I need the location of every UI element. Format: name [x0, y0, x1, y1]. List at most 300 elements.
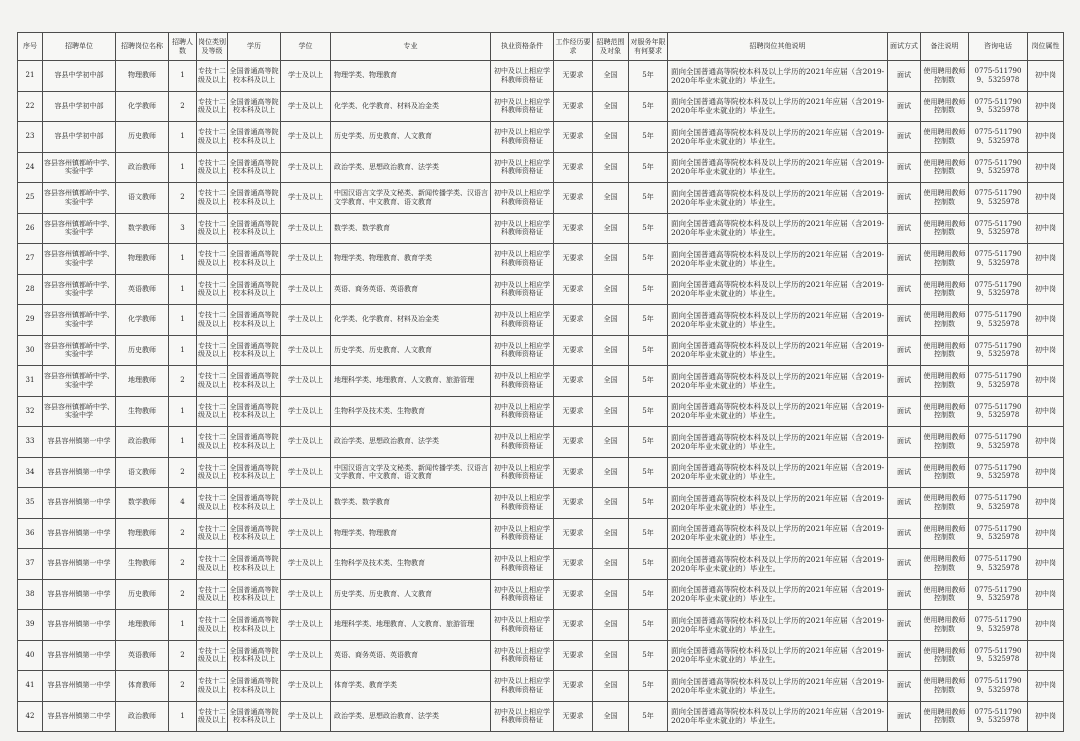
- other-notes: 面向全国普通高等院校本科及以上学历的2021年应届（含2019-2020年毕业未就业的）毕业生。: [668, 183, 888, 214]
- experience-requirement: 无要求: [554, 610, 593, 641]
- other-notes: 面向全国普通高等院校本科及以上学历的2021年应届（含2019-2020年毕业未就业的）毕业生。: [668, 610, 888, 641]
- recruitment-table: [17, 32, 1064, 732]
- major-requirement: 体育学类、教育学类: [331, 671, 491, 702]
- position-name: 数学教师: [116, 213, 169, 244]
- headcount: 2: [169, 549, 197, 580]
- remarks: 使用聘用教师控制数: [921, 152, 969, 183]
- interview-method: 面试: [888, 61, 921, 92]
- education-requirement: 全国普通高等院校本科及以上: [228, 671, 281, 702]
- remarks: 使用聘用教师控制数: [921, 518, 969, 549]
- service-years: 5年: [629, 518, 668, 549]
- other-notes: 面向全国普通高等院校本科及以上学历的2021年应届（含2019-2020年毕业未就业的）毕业生。: [668, 671, 888, 702]
- degree-requirement: 学士及以上: [281, 213, 331, 244]
- major-requirement: 地理科学类、地理教育、人文教育、旅游管理: [331, 610, 491, 641]
- degree-requirement: 学士及以上: [281, 610, 331, 641]
- contact-phone: 0775-5117909、5325978: [969, 488, 1028, 519]
- education-requirement: 全国普通高等院校本科及以上: [228, 183, 281, 214]
- qualification-requirement: 初中及以上相应学科教师资格证: [491, 518, 554, 549]
- education-requirement: 全国普通高等院校本科及以上: [228, 518, 281, 549]
- education-requirement: 全国普通高等院校本科及以上: [228, 305, 281, 336]
- degree-requirement: 学士及以上: [281, 122, 331, 153]
- qualification-requirement: 初中及以上相应学科教师资格证: [491, 610, 554, 641]
- degree-requirement: 学士及以上: [281, 335, 331, 366]
- qualification-requirement: 初中及以上相应学科教师资格证: [491, 244, 554, 275]
- recruitment-scope: 全国: [593, 152, 629, 183]
- post-attribute: 初中岗: [1028, 396, 1064, 427]
- service-years: 5年: [629, 61, 668, 92]
- service-years: 5年: [629, 701, 668, 732]
- major-requirement: 历史学类、历史教育、人文教育: [331, 122, 491, 153]
- recruitment-scope: 全国: [593, 91, 629, 122]
- position-name: 英语教师: [116, 274, 169, 305]
- interview-method: 面试: [888, 671, 921, 702]
- recruiting-unit: 容县容州镇第一中学: [43, 671, 116, 702]
- service-years: 5年: [629, 488, 668, 519]
- row-number: 33: [18, 427, 43, 458]
- post-grade: 专技十二级及以上: [197, 701, 228, 732]
- other-notes: 面向全国普通高等院校本科及以上学历的2021年应届（含2019-2020年毕业未就业的）毕业生。: [668, 549, 888, 580]
- position-name: 历史教师: [116, 122, 169, 153]
- table-body: [18, 61, 1064, 732]
- service-years: 5年: [629, 457, 668, 488]
- experience-requirement: 无要求: [554, 579, 593, 610]
- other-notes: 面向全国普通高等院校本科及以上学历的2021年应届（含2019-2020年毕业未就业的）毕业生。: [668, 91, 888, 122]
- service-years: 5年: [629, 274, 668, 305]
- education-requirement: 全国普通高等院校本科及以上: [228, 335, 281, 366]
- other-notes: 面向全国普通高等院校本科及以上学历的2021年应届（含2019-2020年毕业未就业的）毕业生。: [668, 396, 888, 427]
- major-requirement: 数学类、数学教育: [331, 213, 491, 244]
- experience-requirement: 无要求: [554, 671, 593, 702]
- experience-requirement: 无要求: [554, 305, 593, 336]
- service-years: 5年: [629, 579, 668, 610]
- contact-phone: 0775-5117909、5325978: [969, 549, 1028, 580]
- row-number: 28: [18, 274, 43, 305]
- post-attribute: 初中岗: [1028, 366, 1064, 397]
- headcount: 2: [169, 640, 197, 671]
- row-number: 32: [18, 396, 43, 427]
- headcount: 3: [169, 213, 197, 244]
- contact-phone: 0775-5117909、5325978: [969, 183, 1028, 214]
- remarks: 使用聘用教师控制数: [921, 549, 969, 580]
- remarks: 使用聘用教师控制数: [921, 366, 969, 397]
- contact-phone: 0775-5117909、5325978: [969, 701, 1028, 732]
- recruiting-unit: 容县容州镇都峤中学、实验中学: [43, 274, 116, 305]
- post-attribute: 初中岗: [1028, 640, 1064, 671]
- contact-phone: 0775-5117909、5325978: [969, 640, 1028, 671]
- column-header-attribute: 岗位属性: [1028, 33, 1064, 61]
- contact-phone: 0775-5117909、5325978: [969, 335, 1028, 366]
- recruiting-unit: 容县容州镇第一中学: [43, 457, 116, 488]
- recruitment-scope: 全国: [593, 457, 629, 488]
- qualification-requirement: 初中及以上相应学科教师资格证: [491, 396, 554, 427]
- remarks: 使用聘用教师控制数: [921, 579, 969, 610]
- headcount: 2: [169, 366, 197, 397]
- qualification-requirement: 初中及以上相应学科教师资格证: [491, 305, 554, 336]
- experience-requirement: 无要求: [554, 488, 593, 519]
- service-years: 5年: [629, 335, 668, 366]
- experience-requirement: 无要求: [554, 640, 593, 671]
- other-notes: 面向全国普通高等院校本科及以上学历的2021年应届（含2019-2020年毕业未就业的）毕业生。: [668, 122, 888, 153]
- service-years: 5年: [629, 152, 668, 183]
- recruitment-scope: 全国: [593, 122, 629, 153]
- post-attribute: 初中岗: [1028, 671, 1064, 702]
- experience-requirement: 无要求: [554, 549, 593, 580]
- recruitment-scope: 全国: [593, 488, 629, 519]
- table-row: [18, 366, 1064, 397]
- other-notes: 面向全国普通高等院校本科及以上学历的2021年应届（含2019-2020年毕业未就业的）毕业生。: [668, 152, 888, 183]
- post-attribute: 初中岗: [1028, 488, 1064, 519]
- other-notes: 面向全国普通高等院校本科及以上学历的2021年应届（含2019-2020年毕业未就业的）毕业生。: [668, 274, 888, 305]
- position-name: 物理教师: [116, 61, 169, 92]
- contact-phone: 0775-5117909、5325978: [969, 274, 1028, 305]
- recruitment-scope: 全国: [593, 213, 629, 244]
- interview-method: 面试: [888, 366, 921, 397]
- degree-requirement: 学士及以上: [281, 274, 331, 305]
- recruiting-unit: 容县容州镇都峤中学、实验中学: [43, 366, 116, 397]
- education-requirement: 全国普通高等院校本科及以上: [228, 610, 281, 641]
- qualification-requirement: 初中及以上相应学科教师资格证: [491, 274, 554, 305]
- table-row: [18, 549, 1064, 580]
- row-number: 35: [18, 488, 43, 519]
- post-grade: 专技十二级及以上: [197, 640, 228, 671]
- recruitment-scope: 全国: [593, 549, 629, 580]
- contact-phone: 0775-5117909、5325978: [969, 152, 1028, 183]
- post-attribute: 初中岗: [1028, 549, 1064, 580]
- experience-requirement: 无要求: [554, 518, 593, 549]
- post-attribute: 初中岗: [1028, 518, 1064, 549]
- education-requirement: 全国普通高等院校本科及以上: [228, 122, 281, 153]
- recruiting-unit: 容县容州镇都峤中学、实验中学: [43, 244, 116, 275]
- interview-method: 面试: [888, 305, 921, 336]
- position-name: 数学教师: [116, 488, 169, 519]
- headcount: 1: [169, 396, 197, 427]
- post-attribute: 初中岗: [1028, 335, 1064, 366]
- headcount: 1: [169, 152, 197, 183]
- qualification-requirement: 初中及以上相应学科教师资格证: [491, 122, 554, 153]
- major-requirement: 政治学类、思想政治教育、法学类: [331, 701, 491, 732]
- row-number: 37: [18, 549, 43, 580]
- post-attribute: 初中岗: [1028, 274, 1064, 305]
- post-grade: 专技十二级及以上: [197, 335, 228, 366]
- remarks: 使用聘用教师控制数: [921, 274, 969, 305]
- qualification-requirement: 初中及以上相应学科教师资格证: [491, 335, 554, 366]
- table-row: [18, 610, 1064, 641]
- recruiting-unit: 容县容州镇第一中学: [43, 488, 116, 519]
- degree-requirement: 学士及以上: [281, 549, 331, 580]
- recruiting-unit: 容县容州镇都峤中学、实验中学: [43, 396, 116, 427]
- post-grade: 专技十二级及以上: [197, 671, 228, 702]
- row-number: 42: [18, 701, 43, 732]
- education-requirement: 全国普通高等院校本科及以上: [228, 91, 281, 122]
- column-header-scope: 招聘范围及对象: [593, 33, 629, 61]
- interview-method: 面试: [888, 213, 921, 244]
- other-notes: 面向全国普通高等院校本科及以上学历的2021年应届（含2019-2020年毕业未就业的）毕业生。: [668, 244, 888, 275]
- table-row: [18, 305, 1064, 336]
- recruiting-unit: 容县中学初中部: [43, 91, 116, 122]
- table-row: [18, 213, 1064, 244]
- education-requirement: 全国普通高等院校本科及以上: [228, 213, 281, 244]
- major-requirement: 生物科学及技术类、生物教育: [331, 396, 491, 427]
- row-number: 26: [18, 213, 43, 244]
- post-grade: 专技十二级及以上: [197, 610, 228, 641]
- table-row: [18, 122, 1064, 153]
- recruitment-scope: 全国: [593, 274, 629, 305]
- remarks: 使用聘用教师控制数: [921, 244, 969, 275]
- degree-requirement: 学士及以上: [281, 671, 331, 702]
- service-years: 5年: [629, 244, 668, 275]
- other-notes: 面向全国普通高等院校本科及以上学历的2021年应届（含2019-2020年毕业未就业的）毕业生。: [668, 640, 888, 671]
- major-requirement: 中国汉语言文学及文秘类、新闻传播学类、汉语言文学教育、中文教育、语文教育: [331, 183, 491, 214]
- degree-requirement: 学士及以上: [281, 640, 331, 671]
- interview-method: 面试: [888, 152, 921, 183]
- interview-method: 面试: [888, 122, 921, 153]
- remarks: 使用聘用教师控制数: [921, 640, 969, 671]
- post-grade: 专技十二级及以上: [197, 457, 228, 488]
- major-requirement: 政治学类、思想政治教育、法学类: [331, 427, 491, 458]
- remarks: 使用聘用教师控制数: [921, 701, 969, 732]
- interview-method: 面试: [888, 91, 921, 122]
- table-row: [18, 640, 1064, 671]
- degree-requirement: 学士及以上: [281, 396, 331, 427]
- headcount: 2: [169, 457, 197, 488]
- major-requirement: 生物科学及技术类、生物教育: [331, 549, 491, 580]
- recruitment-scope: 全国: [593, 701, 629, 732]
- position-name: 地理教师: [116, 610, 169, 641]
- education-requirement: 全国普通高等院校本科及以上: [228, 61, 281, 92]
- row-number: 22: [18, 91, 43, 122]
- post-attribute: 初中岗: [1028, 91, 1064, 122]
- remarks: 使用聘用教师控制数: [921, 671, 969, 702]
- recruitment-scope: 全国: [593, 61, 629, 92]
- contact-phone: 0775-5117909、5325978: [969, 366, 1028, 397]
- position-name: 语文教师: [116, 183, 169, 214]
- table-row: [18, 427, 1064, 458]
- interview-method: 面试: [888, 518, 921, 549]
- major-requirement: 数学类、数学教育: [331, 488, 491, 519]
- post-attribute: 初中岗: [1028, 427, 1064, 458]
- column-header-remarks: 备注说明: [921, 33, 969, 61]
- position-name: 生物教师: [116, 396, 169, 427]
- contact-phone: 0775-5117909、5325978: [969, 579, 1028, 610]
- recruiting-unit: 容县中学初中部: [43, 122, 116, 153]
- qualification-requirement: 初中及以上相应学科教师资格证: [491, 213, 554, 244]
- experience-requirement: 无要求: [554, 396, 593, 427]
- recruiting-unit: 容县容州镇都峤中学、实验中学: [43, 213, 116, 244]
- post-grade: 专技十二级及以上: [197, 579, 228, 610]
- row-number: 24: [18, 152, 43, 183]
- other-notes: 面向全国普通高等院校本科及以上学历的2021年应届（含2019-2020年毕业未就业的）毕业生。: [668, 427, 888, 458]
- education-requirement: 全国普通高等院校本科及以上: [228, 549, 281, 580]
- column-header-number: 序号: [18, 33, 43, 61]
- other-notes: 面向全国普通高等院校本科及以上学历的2021年应届（含2019-2020年毕业未就业的）毕业生。: [668, 61, 888, 92]
- headcount: 2: [169, 91, 197, 122]
- interview-method: 面试: [888, 610, 921, 641]
- major-requirement: 英语、商务英语、英语教育: [331, 274, 491, 305]
- major-requirement: 化学类、化学教育、材料及冶金类: [331, 91, 491, 122]
- column-header-phone: 咨询电话: [969, 33, 1028, 61]
- table-row: [18, 335, 1064, 366]
- row-number: 34: [18, 457, 43, 488]
- headcount: 1: [169, 335, 197, 366]
- education-requirement: 全国普通高等院校本科及以上: [228, 244, 281, 275]
- column-header-qualification: 执业资格条件: [491, 33, 554, 61]
- recruitment-table-sheet: [17, 32, 1063, 732]
- row-number: 29: [18, 305, 43, 336]
- recruitment-scope: 全国: [593, 640, 629, 671]
- headcount: 1: [169, 122, 197, 153]
- column-header-post-grade: 岗位类别及等级: [197, 33, 228, 61]
- other-notes: 面向全国普通高等院校本科及以上学历的2021年应届（含2019-2020年毕业未就业的）毕业生。: [668, 701, 888, 732]
- interview-method: 面试: [888, 427, 921, 458]
- table-row: [18, 579, 1064, 610]
- recruitment-scope: 全国: [593, 518, 629, 549]
- row-number: 27: [18, 244, 43, 275]
- row-number: 41: [18, 671, 43, 702]
- position-name: 物理教师: [116, 244, 169, 275]
- row-number: 21: [18, 61, 43, 92]
- interview-method: 面试: [888, 579, 921, 610]
- recruiting-unit: 容县容州镇第一中学: [43, 640, 116, 671]
- row-number: 31: [18, 366, 43, 397]
- recruiting-unit: 容县容州镇第一中学: [43, 610, 116, 641]
- contact-phone: 0775-5117909、5325978: [969, 396, 1028, 427]
- service-years: 5年: [629, 610, 668, 641]
- row-number: 30: [18, 335, 43, 366]
- education-requirement: 全国普通高等院校本科及以上: [228, 488, 281, 519]
- remarks: 使用聘用教师控制数: [921, 610, 969, 641]
- post-attribute: 初中岗: [1028, 305, 1064, 336]
- remarks: 使用聘用教师控制数: [921, 396, 969, 427]
- recruitment-scope: 全国: [593, 396, 629, 427]
- recruiting-unit: 容县容州镇都峤中学、实验中学: [43, 335, 116, 366]
- remarks: 使用聘用教师控制数: [921, 122, 969, 153]
- major-requirement: 化学类、化学教育、材料及冶金类: [331, 305, 491, 336]
- headcount: 1: [169, 244, 197, 275]
- post-grade: 专技十二级及以上: [197, 427, 228, 458]
- degree-requirement: 学士及以上: [281, 91, 331, 122]
- remarks: 使用聘用教师控制数: [921, 488, 969, 519]
- degree-requirement: 学士及以上: [281, 183, 331, 214]
- other-notes: 面向全国普通高等院校本科及以上学历的2021年应届（含2019-2020年毕业未就业的）毕业生。: [668, 366, 888, 397]
- position-name: 语文教师: [116, 457, 169, 488]
- qualification-requirement: 初中及以上相应学科教师资格证: [491, 671, 554, 702]
- post-grade: 专技十二级及以上: [197, 396, 228, 427]
- education-requirement: 全国普通高等院校本科及以上: [228, 366, 281, 397]
- major-requirement: 英语、商务英语、英语教育: [331, 640, 491, 671]
- interview-method: 面试: [888, 274, 921, 305]
- post-grade: 专技十二级及以上: [197, 213, 228, 244]
- header-row: [18, 33, 1064, 61]
- position-name: 化学教师: [116, 91, 169, 122]
- remarks: 使用聘用教师控制数: [921, 213, 969, 244]
- other-notes: 面向全国普通高等院校本科及以上学历的2021年应届（含2019-2020年毕业未就业的）毕业生。: [668, 335, 888, 366]
- degree-requirement: 学士及以上: [281, 61, 331, 92]
- post-grade: 专技十二级及以上: [197, 305, 228, 336]
- table-row: [18, 671, 1064, 702]
- interview-method: 面试: [888, 396, 921, 427]
- headcount: 4: [169, 488, 197, 519]
- post-grade: 专技十二级及以上: [197, 244, 228, 275]
- column-header-headcount: 招聘人数: [169, 33, 197, 61]
- table-row: [18, 488, 1064, 519]
- experience-requirement: 无要求: [554, 335, 593, 366]
- contact-phone: 0775-5117909、5325978: [969, 518, 1028, 549]
- post-attribute: 初中岗: [1028, 457, 1064, 488]
- degree-requirement: 学士及以上: [281, 579, 331, 610]
- service-years: 5年: [629, 183, 668, 214]
- major-requirement: 历史学类、历史教育、人文教育: [331, 335, 491, 366]
- education-requirement: 全国普通高等院校本科及以上: [228, 701, 281, 732]
- qualification-requirement: 初中及以上相应学科教师资格证: [491, 549, 554, 580]
- experience-requirement: 无要求: [554, 213, 593, 244]
- education-requirement: 全国普通高等院校本科及以上: [228, 396, 281, 427]
- service-years: 5年: [629, 427, 668, 458]
- recruiting-unit: 容县容州镇第一中学: [43, 427, 116, 458]
- remarks: 使用聘用教师控制数: [921, 61, 969, 92]
- qualification-requirement: 初中及以上相应学科教师资格证: [491, 152, 554, 183]
- contact-phone: 0775-5117909、5325978: [969, 457, 1028, 488]
- recruitment-scope: 全国: [593, 305, 629, 336]
- education-requirement: 全国普通高等院校本科及以上: [228, 427, 281, 458]
- headcount: 1: [169, 427, 197, 458]
- post-grade: 专技十二级及以上: [197, 274, 228, 305]
- degree-requirement: 学士及以上: [281, 244, 331, 275]
- position-name: 历史教师: [116, 335, 169, 366]
- interview-method: 面试: [888, 488, 921, 519]
- headcount: 1: [169, 305, 197, 336]
- education-requirement: 全国普通高等院校本科及以上: [228, 457, 281, 488]
- table-row: [18, 152, 1064, 183]
- table-header: [18, 33, 1064, 61]
- service-years: 5年: [629, 366, 668, 397]
- remarks: 使用聘用教师控制数: [921, 335, 969, 366]
- recruitment-scope: 全国: [593, 610, 629, 641]
- contact-phone: 0775-5117909、5325978: [969, 122, 1028, 153]
- position-name: 政治教师: [116, 152, 169, 183]
- recruiting-unit: 容县容州镇都峤中学、实验中学: [43, 183, 116, 214]
- table-row: [18, 274, 1064, 305]
- position-name: 政治教师: [116, 701, 169, 732]
- major-requirement: 物理学类、物理教育、教育学类: [331, 244, 491, 275]
- headcount: 1: [169, 274, 197, 305]
- experience-requirement: 无要求: [554, 274, 593, 305]
- other-notes: 面向全国普通高等院校本科及以上学历的2021年应届（含2019-2020年毕业未就业的）毕业生。: [668, 579, 888, 610]
- degree-requirement: 学士及以上: [281, 152, 331, 183]
- experience-requirement: 无要求: [554, 61, 593, 92]
- row-number: 40: [18, 640, 43, 671]
- table-row: [18, 91, 1064, 122]
- interview-method: 面试: [888, 701, 921, 732]
- other-notes: 面向全国普通高等院校本科及以上学历的2021年应届（含2019-2020年毕业未就业的）毕业生。: [668, 457, 888, 488]
- row-number: 25: [18, 183, 43, 214]
- table-row: [18, 701, 1064, 732]
- post-grade: 专技十二级及以上: [197, 488, 228, 519]
- post-attribute: 初中岗: [1028, 610, 1064, 641]
- headcount: 2: [169, 579, 197, 610]
- post-attribute: 初中岗: [1028, 152, 1064, 183]
- degree-requirement: 学士及以上: [281, 518, 331, 549]
- interview-method: 面试: [888, 183, 921, 214]
- headcount: 1: [169, 701, 197, 732]
- recruiting-unit: 容县容州镇第一中学: [43, 518, 116, 549]
- experience-requirement: 无要求: [554, 152, 593, 183]
- education-requirement: 全国普通高等院校本科及以上: [228, 579, 281, 610]
- degree-requirement: 学士及以上: [281, 488, 331, 519]
- remarks: 使用聘用教师控制数: [921, 91, 969, 122]
- experience-requirement: 无要求: [554, 427, 593, 458]
- major-requirement: 中国汉语言文学及文秘类、新闻传播学类、汉语言文学教育、中文教育、语文教育: [331, 457, 491, 488]
- position-name: 历史教师: [116, 579, 169, 610]
